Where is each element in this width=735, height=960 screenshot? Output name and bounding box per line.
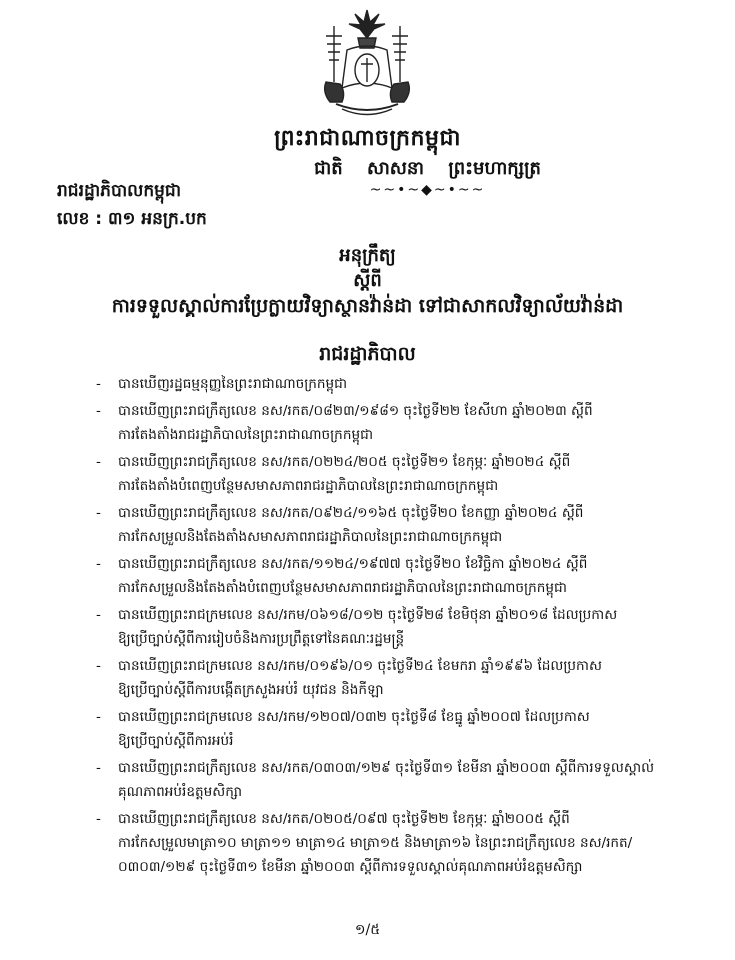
national-motto: ជាតិ សាសនា ព្រះមហាក្សត្រ [314, 158, 541, 179]
list-item: - បានឃើញព្រះរាជក្រមលេខ នស/រកម/១២០៧/០៣២ ចុះថ្ងៃទី៨ ខែធ្នូ ឆ្នាំ២០០៧ ដែលប្រកាស ឱ្យប្រើច្បាប់ស្តីពីការអប់រំ [96, 705, 686, 753]
document-type: អនុក្រឹត្យ [339, 245, 396, 266]
list-item: - បានឃើញព្រះរាជក្រមលេខ នស/រកម/០៦១៨/០១២ ចុះថ្ងៃទី២៨ ខែមិថុនា ឆ្នាំ២០១៨ ដែលប្រកាស ឱ្យប្រើច្បាប់ស្តីពីការរៀបចំនិងការប្រព្រឹត្តទៅនៃគណៈរដ្ឋមន្ត្រី [96, 603, 686, 651]
kingdom-heading: ព្រះរាជាណាចក្រកម្ពុជា [274, 126, 461, 151]
item-line: បានឃើញព្រះរាជក្រមលេខ នស/រកម/០១៩៦/០១ ចុះថ្ងៃទី២៤ ខែមករា ឆ្នាំ១៩៩៦ ដែលប្រកាស [118, 658, 602, 674]
list-item: - បានឃើញព្រះរាជក្រឹត្យលេខ នស/រកត/០៣០៣/១២៩ ចុះថ្ងៃទី៣១ ខែមីនា ឆ្នាំ២០០៣ ស្តីពីការទទួលស្គាល់ គុណភាពអប់រំឧត្តមសិក្សា [96, 756, 686, 804]
item-line: ឱ្យប្រើច្បាប់ស្តីពីការអប់រំ [118, 733, 234, 749]
item-line: ឱ្យប្រើច្បាប់ស្តីពីការរៀបចំនិងការប្រព្រឹត្តទៅនៃគណៈរដ្ឋមន្ត្រី [118, 631, 405, 647]
item-line: បានឃើញព្រះរាជក្រមលេខ នស/រកម/១២០៧/០៣២ ចុះថ្ងៃទី៨ ខែធ្នូ ឆ្នាំ២០០៧ ដែលប្រកាស [118, 709, 590, 725]
issuing-government: រាជរដ្ឋាភិបាលកម្ពុជា [57, 181, 182, 201]
list-item: - បានឃើញព្រះរាជក្រឹត្យលេខ នស/រកត/០២២៤/២០៥ ចុះថ្ងៃទី២១ ខែកុម្ភៈ ឆ្នាំ២០២៤ ស្តីពី ការតែងតាំងបំពេញបន្ថែមសមាសភាពរាជរដ្ឋាភិបាលនៃព្រះរាជាណាចក្រកម្ពុជា [96, 450, 686, 498]
item-line: ការកែសម្រួលនិងតែងតាំងសមាសភាពរាជរដ្ឋាភិបាលនៃព្រះរាជាណាចក្រកម្ពុជា [118, 529, 503, 545]
item-line: បានឃើញព្រះរាជក្រឹត្យលេខ នស/រកត/១១២៤/១៩៧៧ ចុះថ្ងៃទី២០ ខែវិច្ឆិកា ឆ្នាំ២០២៤ ស្តីពី [118, 556, 588, 572]
document-subject: ការទទួលស្គាល់ការប្រែក្លាយវិទ្យាស្ថានវ៉ាន់ដា ទៅជាសាកលវិទ្យាល័យវ៉ាន់ដា [111, 295, 624, 317]
list-item: - បានឃើញព្រះរាជក្រឹត្យលេខ នស/រកត/០៩២៤/១១៦៥ ចុះថ្ងៃទី២០ ខែកញ្ញា ឆ្នាំ២០២៤ ស្តីពី ការកែសម្រួលនិងតែងតាំងសមាសភាពរាជរដ្ឋាភិបាលនៃព្រះរាជាណាចក្រកម្ពុជា [96, 501, 686, 549]
item-line: បានឃើញព្រះរាជក្រឹត្យលេខ នស/រកត/០២២៤/២០៥ ចុះថ្ងៃទី២១ ខែកុម្ភៈ ឆ្នាំ២០២៤ ស្តីពី [118, 454, 571, 470]
royal-arms-icon [312, 8, 422, 120]
item-line: បានឃើញព្រះរាជក្រឹត្យលេខ នស/រកត/០៣០៣/១២៩ ចុះថ្ងៃទី៣១ ខែមីនា ឆ្នាំ២០០៣ ស្តីពីការទទួលស្គាល់ [118, 760, 655, 776]
item-line: បានឃើញព្រះរាជក្រឹត្យលេខ នស/រកត/០៨២៣/១៩៨១ ចុះថ្ងៃទី២២ ខែសីហា ឆ្នាំ២០២៣ ស្តីពី [118, 403, 593, 419]
item-line: ការកែសម្រួលនិងតែងតាំងបំពេញបន្ថែមសមាសភាពរាជរដ្ឋាភិបាលនៃព្រះរាជាណាចក្រកម្ពុជា [118, 580, 567, 596]
item-line: ឱ្យប្រើច្បាប់ស្តីពីការបង្កើតក្រសួងអប់រំ យុវជន និងកីឡា [118, 682, 384, 698]
reference-number: លេខ : ៣១ អនក្រ.បក [57, 209, 207, 229]
item-line: ការតែងតាំងបំពេញបន្ថែមសមាសភាពរាជរដ្ឋាភិបាលនៃព្រះរាជាណាចក្រកម្ពុជា [118, 478, 499, 494]
item-line: គុណភាពអប់រំឧត្តមសិក្សា [118, 784, 242, 800]
legal-basis-list [96, 372, 686, 882]
list-item: - បានឃើញរដ្ឋធម្មនុញ្ញនៃព្រះរាជាណាចក្រកម្ពុជា [96, 372, 686, 396]
list-item: - បានឃើញព្រះរាជក្រមលេខ នស/រកម/០១៩៦/០១ ចុះថ្ងៃទី២៤ ខែមករា ឆ្នាំ១៩៩៦ ដែលប្រកាស ឱ្យប្រើច្បាប់ស្តីពីការបង្កើតក្រសួងអប់រំ យុវជន និងកីឡា [96, 654, 686, 702]
ornament-divider: ~~•~◆~•~~ [369, 182, 486, 198]
document-about: ស្តីពី [353, 270, 382, 291]
item-line: បានឃើញព្រះរាជក្រមលេខ នស/រកម/០៦១៨/០១២ ចុះថ្ងៃទី២៨ ខែមិថុនា ឆ្នាំ២០១៨ ដែលប្រកាស [118, 607, 618, 623]
item-line: ០៣០៣/១២៩ ចុះថ្ងៃទី៣១ ខែមីនា ឆ្នាំ២០០៣ ស្តីពីការទទួលស្គាល់គុណភាពអប់រំឧត្តមសិក្សា [118, 859, 583, 875]
item-line: ការកែសម្រួលមាត្រា១០ មាត្រា១១ មាត្រា១៤ មាត្រា១៥ និងមាត្រា១៦ នៃព្រះរាជក្រឹត្យលេខ នស/រកត/ [118, 835, 633, 851]
list-item: - បានឃើញព្រះរាជក្រឹត្យលេខ នស/រកត/០៨២៣/១៩៨១ ចុះថ្ងៃទី២២ ខែសីហា ឆ្នាំ២០២៣ ស្តីពី ការតែងតាំងរាជរដ្ឋាភិបាលនៃព្រះរាជាណាចក្រកម្ពុជា [96, 399, 686, 447]
item-line: ការតែងតាំងរាជរដ្ឋាភិបាលនៃព្រះរាជាណាចក្រកម្ពុជា [118, 427, 374, 443]
item-line: បានឃើញព្រះរាជក្រឹត្យលេខ នស/រកត/០២០៥/០៩៧ ចុះថ្ងៃទី២២ ខែកុម្ភៈ ឆ្នាំ២០០៥ ស្តីពី [118, 811, 570, 827]
page-number: ១/៥ [354, 922, 381, 938]
section-heading: រាជរដ្ឋាភិបាល [319, 343, 416, 365]
item-line: បានឃើញព្រះរាជក្រឹត្យលេខ នស/រកត/០៩២៤/១១៦៥ ចុះថ្ងៃទី២០ ខែកញ្ញា ឆ្នាំ២០២៤ ស្តីពី [118, 505, 584, 521]
list-item: - បានឃើញព្រះរាជក្រឹត្យលេខ នស/រកត/១១២៤/១៩៧៧ ចុះថ្ងៃទី២០ ខែវិច្ឆិកា ឆ្នាំ២០២៤ ស្តីពី ការកែសម្រួលនិងតែងតាំងបំពេញបន្ថែមសមាសភាពរាជរដ្ឋាភិបាលនៃព្រះរាជាណាចក្រកម្ពុជា [96, 552, 686, 600]
list-item: - បានឃើញព្រះរាជក្រឹត្យលេខ នស/រកត/០២០៥/០៩៧ ចុះថ្ងៃទី២២ ខែកុម្ភៈ ឆ្នាំ២០០៥ ស្តីពី ការកែសម្រួលមាត្រា១០ មាត្រា១១ មាត្រា១៤ មាត្រា១៥ និងមាត្រា១៦ នៃព្រះរាជក្រឹត្យលេខ នស/រកត/ ០៣០៣/១២៩ ចុះថ្ងៃទី៣១ ខែមីនា ឆ្នាំ២០០៣ ស្តីពីការទទួលស្គាល់គុណភាពអប់រំឧត្តមសិក្សា [96, 807, 686, 879]
item-line: បានឃើញរដ្ឋធម្មនុញ្ញនៃព្រះរាជាណាចក្រកម្ពុជា [118, 376, 348, 392]
